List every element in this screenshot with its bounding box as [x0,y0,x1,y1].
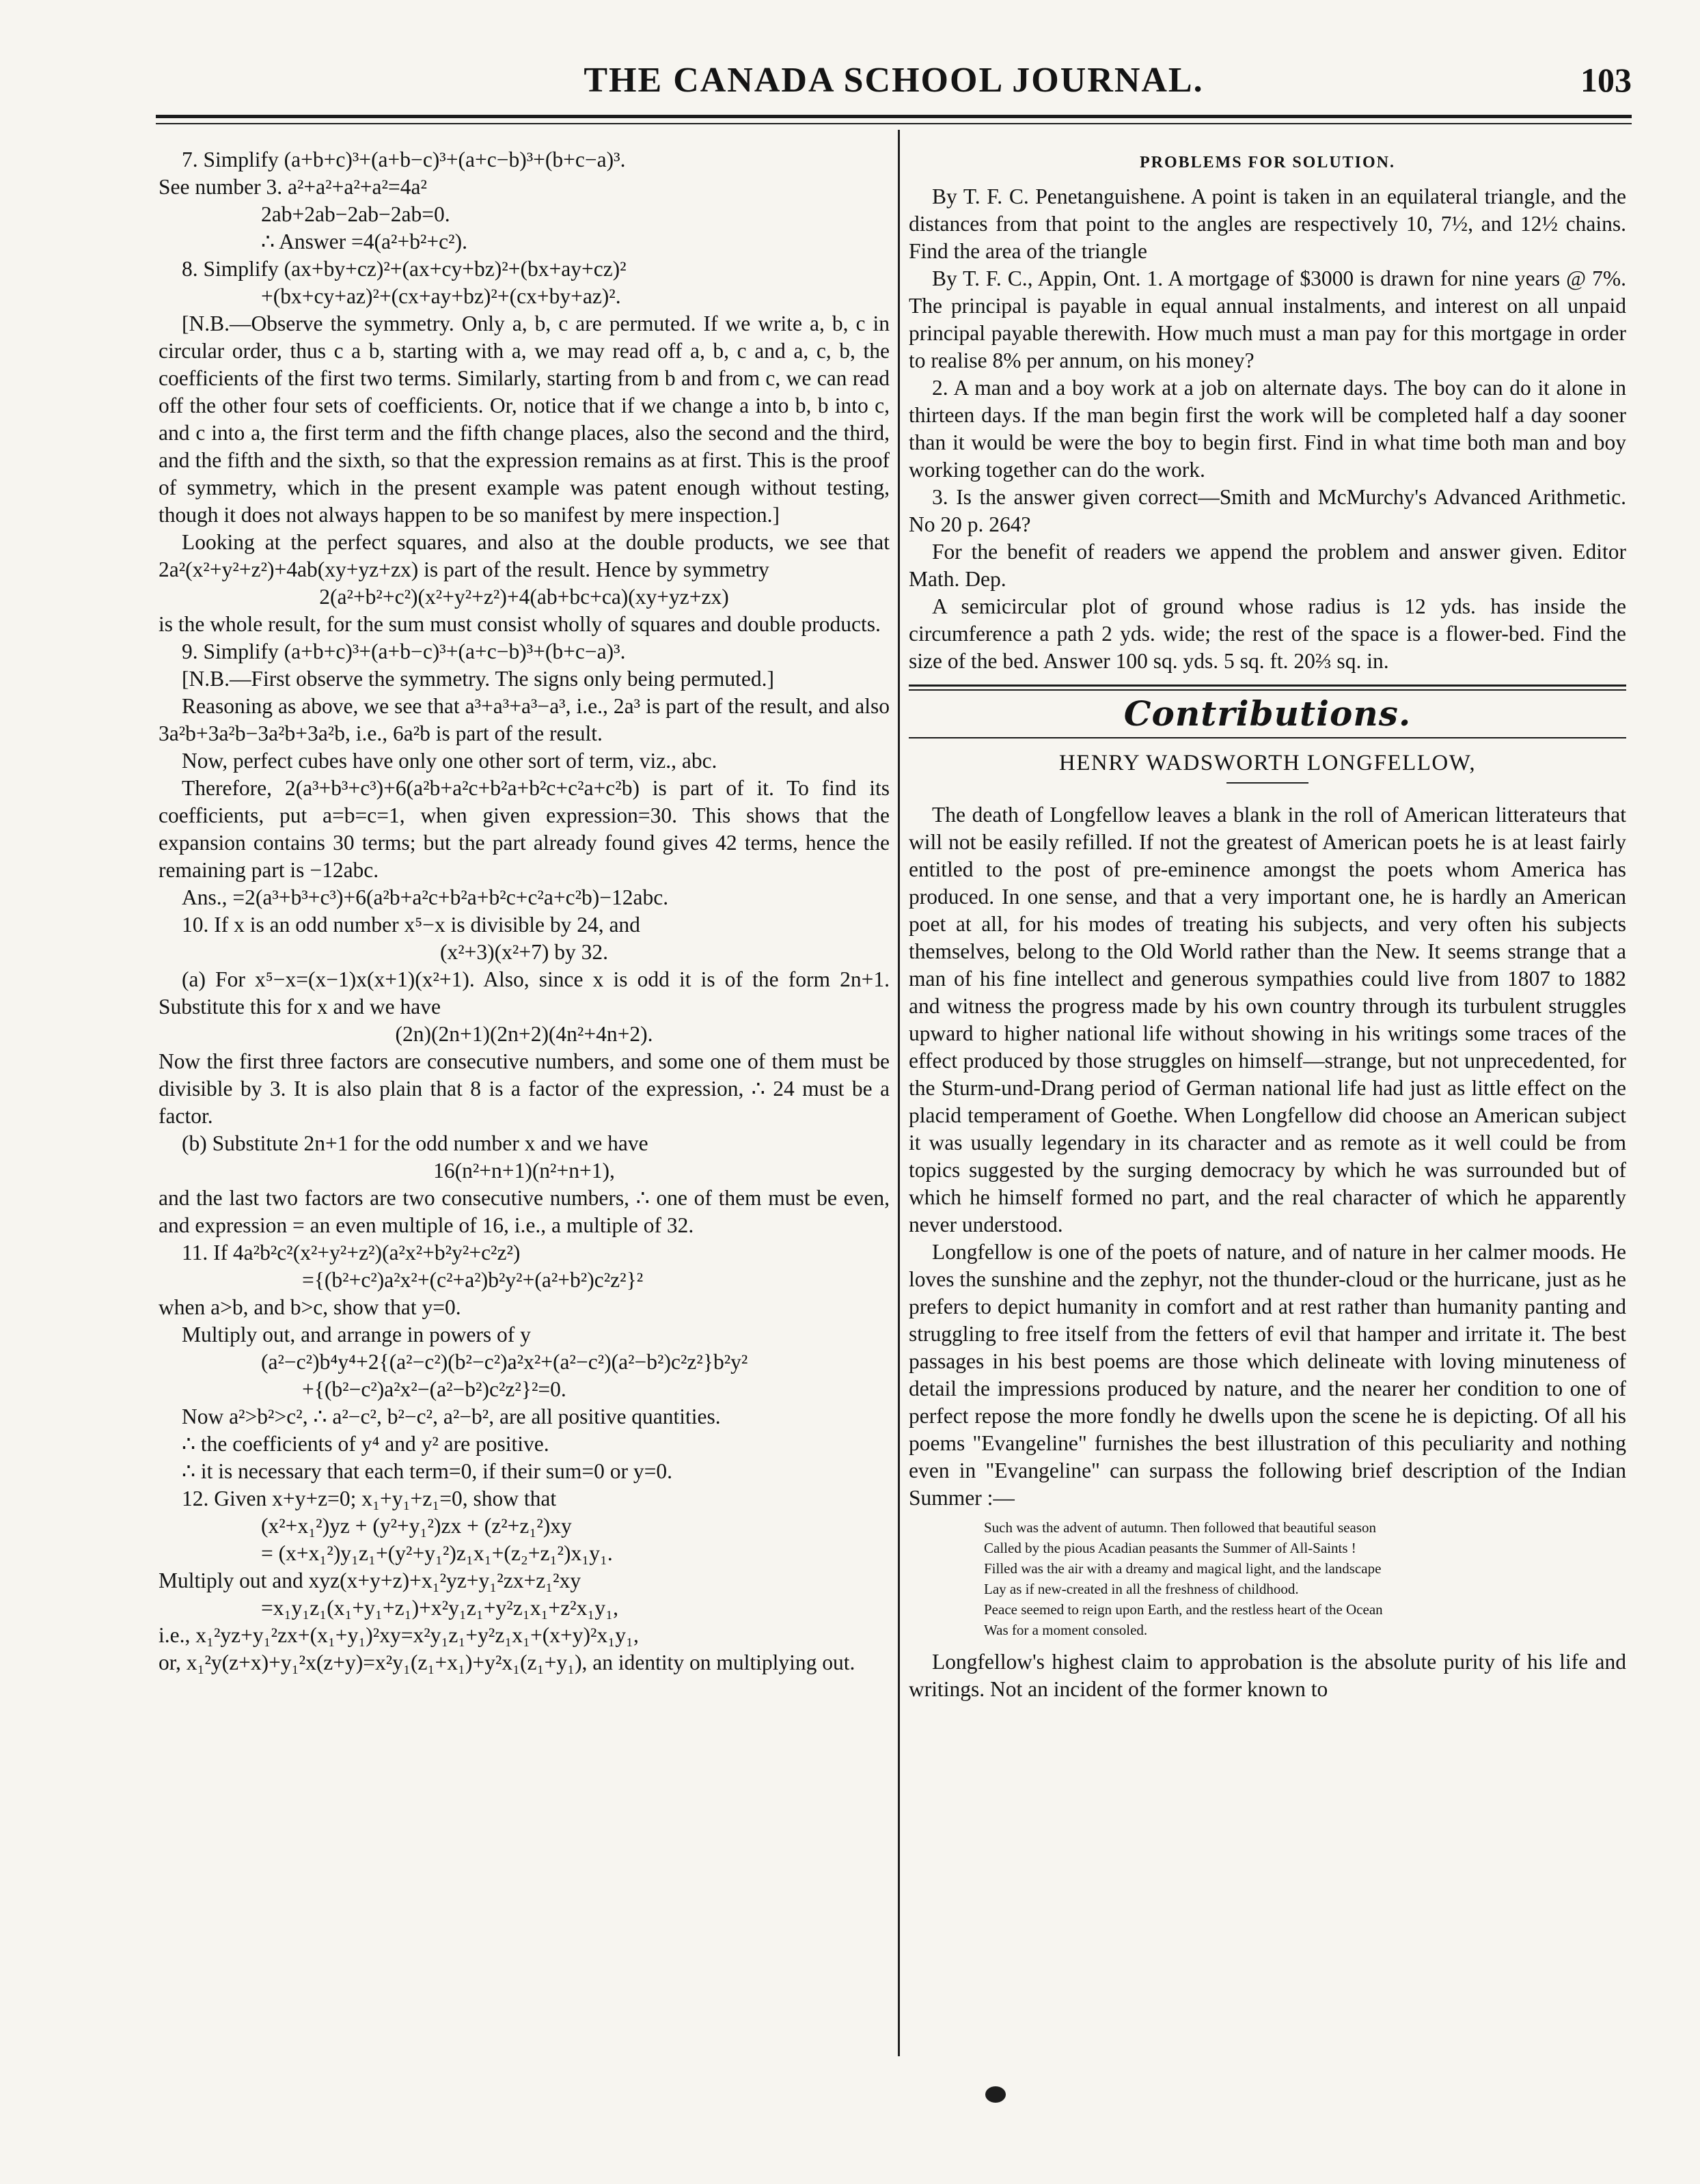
section-rule [909,685,1626,687]
math-paragraph: Reasoning as above, we see that a³+a³+a³−a³, i.e., 2a³ is part of the result, and also 3a²b+3a²b−3a²b+3a²b, i.e., 6a²b is part of the result. [159,694,890,745]
math-paragraph: ∴ Answer =4(a²+b²+c²). [261,230,467,253]
column-divider [898,130,900,2056]
header-rule-thin [156,123,1632,124]
math-paragraph: i.e., x₁²yz+y₁²zx+(x₁+y₁)²xy=x²y₁z₁+y²z₁x₁+(x+y)²x₁y₁, [159,1623,639,1647]
poem-line: Peace seemed to reign upon Earth, and the restless heart of the Ocean [984,1601,1383,1618]
math-paragraph: 10. If x is an odd number x⁵−x is divisible by 24, and [182,913,640,937]
article-title: HENRY WADSWORTH LONGFELLOW, [1058,751,1477,775]
math-paragraph: ={(b²+c²)a²x²+(c²+a²)b²y²+(a²+b²)c²z²}² [302,1268,644,1292]
math-paragraph: Therefore, 2(a³+b³+c³)+6(a²b+a²c+b²a+b²c+c²a+c²b) is part of it. To find its coefficients, put a=b=c=1, when given expression=30. This shows that the expansion contains 30 terms; but the part already found gives 42 terms, hence the remaining part is −12abc. [159,776,890,882]
math-paragraph: Now, perfect cubes have only one other sort of term, viz., abc. [182,749,717,773]
math-paragraph: [N.B.—Observe the symmetry. Only a, b, c are permuted. If we write a, b, c in circular order, thus c a b, starting with a, we may read off a, b, c and a, c, b, the coefficients of the first two terms. Similarly, starting from b and from c, we can read off the other four sets of coefficients. Or, notice that if we change a into b, b into c, and c into a, the first term and the fifth change places, also the second and the third, and the fifth and the sixth, so that the expression remains as at first. This is the proof of symmetry, which in the present example was patent enough without testing, though it does not always happen to be so manifest by mere inspection.] [159,312,890,527]
problem-paragraph: For the benefit of readers we append the problem and answer given. Editor Math. Dep. [909,540,1626,591]
poem-line: Such was the advent of autumn. Then followed that beautiful season [984,1519,1377,1536]
math-paragraph: and the last two factors are two consecutive numbers, ∴ one of them must be even, and expression = an even multiple of 16, i.e., a multiple of 32. [159,1186,890,1237]
title-underline [1226,782,1308,784]
math-paragraph: See number 3. a²+a²+a²+a²=4a² [159,175,427,199]
math-paragraph: 2(a²+b²+c²)(x²+y²+z²)+4(ab+bc+ca)(xy+yz+zx) [319,585,729,609]
math-paragraph: when a>b, and b>c, show that y=0. [159,1295,461,1319]
math-paragraph: is the whole result, for the sum must consist wholly of squares and double products. [159,612,881,636]
math-paragraph: 12. Given x+y+z=0; x₁+y₁+z₁=0, show that [182,1487,557,1510]
math-paragraph: 2ab+2ab−2ab−2ab=0. [261,202,450,226]
header-rule-thick [156,115,1632,118]
page-number: 103 [1580,61,1632,99]
right-column [909,146,1626,1703]
math-paragraph: Now a²>b²>c², ∴ a²−c², b²−c², a²−b², are all positive quantities. [182,1405,721,1428]
problems-list [909,183,1626,675]
problem-paragraph: 3. Is the answer given correct—Smith and McMurchy's Advanced Arithmetic. No 20 p. 264? [909,485,1626,536]
math-paragraph: 7. Simplify (a+b+c)³+(a+b−c)³+(a+c−b)³+(b+c−a)³. [182,148,626,171]
math-paragraph: 8. Simplify (ax+by+cz)²+(ax+cy+bz)²+(bx+ay+cz)² [182,257,627,281]
math-paragraph: (x²+3)(x²+7) by 32. [439,940,608,964]
problem-paragraph: A semicircular plot of ground whose radius is 12 yds. has inside the circumference a path 2 yds. wide; the rest of the space is a flower-bed. Find the size of the bed. Answer 100 sq. yds. 5 sq. ft. 20⅔ sq. in. [909,594,1626,673]
problem-paragraph: By T. F. C., Appin, Ont. 1. A mortgage of $3000 is drawn for nine years @ 7%. The principal is payable in equal annual instalments, and interest on all unpaid principal payable therewith. How much must a man pay for this mortgage in order to realise 8% per annum, on his money? [909,266,1626,372]
ornament-mark [985,2086,1006,2103]
problem-paragraph: 2. A man and a boy work at a job on alternate days. The boy can do it alone in thirteen days. If the man begin first the work will be completed half a day sooner than it would be were the boy to begin first. Find in what time both man and boy working together can do the work. [909,376,1626,482]
poem-line: Called by the pious Acadian peasants the Summer of All-Saints ! [984,1540,1356,1556]
math-paragraph: =x₁y₁z₁(x₁+y₁+z₁)+x²y₁z₁+y²z₁x₁+z²x₁y₁, [261,1596,618,1620]
article-paragraph: The death of Longfellow leaves a blank in the roll of American litterateurs that will not be easily refilled. If not the greatest of American poets he is at least fairly entitled to the post of pre-eminence amongst the poets whom America has produced. In one sense, and that a very important one, he is hardly an American poet at all, for his modes of treating his subjects, and very often his subjects themselves, belong to the Old World rather than the New. It seems strange that a man of his fine intellect and generous sympathies could live from 1807 to 1882 and witness the progress made by his own country through its turbulent struggles upward to higher national life without showing in his writings some traces of the effect produced by those struggles on himself—strange, but not unprecedented, for the Sturm-und-Drang period of German national life had just as little effect on the placid temperament of Goethe. When Longfellow did choose an American subject it was usually legendary in its character and as remote as it well could be from topics suggested by the surging democracy by which he was surrounded but of which he himself formed no part, and the real character of which he apparently never understood. [909,803,1626,1236]
section-title: Contributions. [1123,693,1412,734]
math-paragraph: Multiply out, and arrange in powers of y [182,1323,531,1346]
poem-line: Lay as if new-created in all the freshness of childhood. [984,1581,1299,1597]
math-paragraph: Ans., =2(a³+b³+c³)+6(a²b+a²c+b²a+b²c+c²a+c²b)−12abc. [182,885,669,909]
poem-line: Filled was the air with a dreamy and magical light, and the landscape [984,1560,1382,1577]
math-paragraph: or, x₁²y(z+x)+y₁²x(z+y)=x²y₁(z₁+x₁)+y²x₁(z₁+y₁), an identity on multiplying out. [159,1650,855,1674]
closing-paragraph: Longfellow's highest claim to approbation is the absolute purity of his life and writings. Not an incident of the former known to [909,1650,1626,1701]
math-paragraph: Multiply out and xyz(x+y+z)+x₁²yz+y₁²zx+z₁²xy [159,1568,581,1592]
math-paragraph: 11. If 4a²b²c²(x²+y²+z²)(a²x²+b²y²+c²z²) [182,1241,521,1264]
math-paragraph: (a²−c²)b⁴y⁴+2{(a²−c²)(b²−c²)a²x²+(a²−c²)(a²−b²)c²z²}b²y² [261,1350,748,1374]
article-body [909,801,1626,1512]
math-paragraph: ∴ it is necessary that each term=0, if their sum=0 or y=0. [182,1459,673,1483]
math-paragraph: (x²+x₁²)yz + (y²+y₁²)zx + (z²+z₁²)xy [261,1514,572,1538]
left-column [159,146,890,1676]
math-paragraph: ∴ the coefficients of y⁴ and y² are positive. [182,1432,549,1456]
problem-paragraph: By T. F. C. Penetanguishene. A point is taken in an equilateral triangle, and the distances from that point to the angles are respectively 10, 7½, and 12½ chains. Find the area of the triangle [909,184,1626,263]
poem-line: Was for a moment consoled. [984,1622,1148,1638]
math-paragraph: [N.B.—First observe the symmetry. The signs only being permuted.] [182,667,775,691]
problems-heading: PROBLEMS FOR SOLUTION. [1139,154,1396,171]
poem-quote [909,1517,1626,1640]
math-paragraph: Looking at the perfect squares, and also at the double products, we see that 2a²(x²+y²+z²)+4ab(xy+yz+zx) is part of the result. Hence by symmetry [159,530,890,581]
article-paragraph: Longfellow is one of the poets of nature, and of nature in her calmer moods. He loves the sunshine and the zephyr, not the thunder-cloud or the hurricane, just as he prefers to depict humanity in comfort and at rest rather than humanity panting and struggling to free itself from the fetters of evil that hamper and irritate it. The best passages in his best poems are those which delineate with loving minuteness of detail the impressions produced by nature, and the nearer her condition to one of perfect repose the more fondly he dwells upon the scene he is depicting. Of all his poems "Evangeline" furnishes the best illustration of this peculiarity and nothing even in "Evangeline" can surpass the following brief description of the Indian Summer :— [909,1240,1626,1510]
math-paragraph: (2n)(2n+1)(2n+2)(4n²+4n+2). [395,1022,653,1046]
math-paragraph: Now the first three factors are consecutive numbers, and some one of them must be divisible by 3. It is also plain that 8 is a factor of the expression, ∴ 24 must be a factor. [159,1049,890,1128]
section-rule-bottom [909,737,1626,738]
section-rule-thin [909,689,1626,691]
page-header [156,60,1632,115]
math-paragraph: +(bx+cy+az)²+(cx+ay+bz)²+(cx+by+az)². [261,284,621,308]
math-paragraph: 16(n²+n+1)(n²+n+1), [433,1159,615,1183]
journal-title: THE CANADA SCHOOL JOURNAL. [584,61,1204,100]
math-paragraph: = (x+x₁²)y₁z₁+(y²+y₁²)z₁x₁+(z₂+z₁²)x₁y₁. [261,1541,613,1565]
math-paragraph: (a) For x⁵−x=(x−1)x(x+1)(x²+1). Also, since x is odd it is of the form 2n+1. Substitute this for x and we have [159,967,890,1019]
math-paragraph: 9. Simplify (a+b+c)³+(a+b−c)³+(a+c−b)³+(b+c−a)³. [182,639,626,663]
math-paragraph: (b) Substitute 2n+1 for the odd number x and we have [182,1131,648,1155]
math-paragraph: +{(b²−c²)a²x²−(a²−b²)c²z²}²=0. [302,1377,566,1401]
